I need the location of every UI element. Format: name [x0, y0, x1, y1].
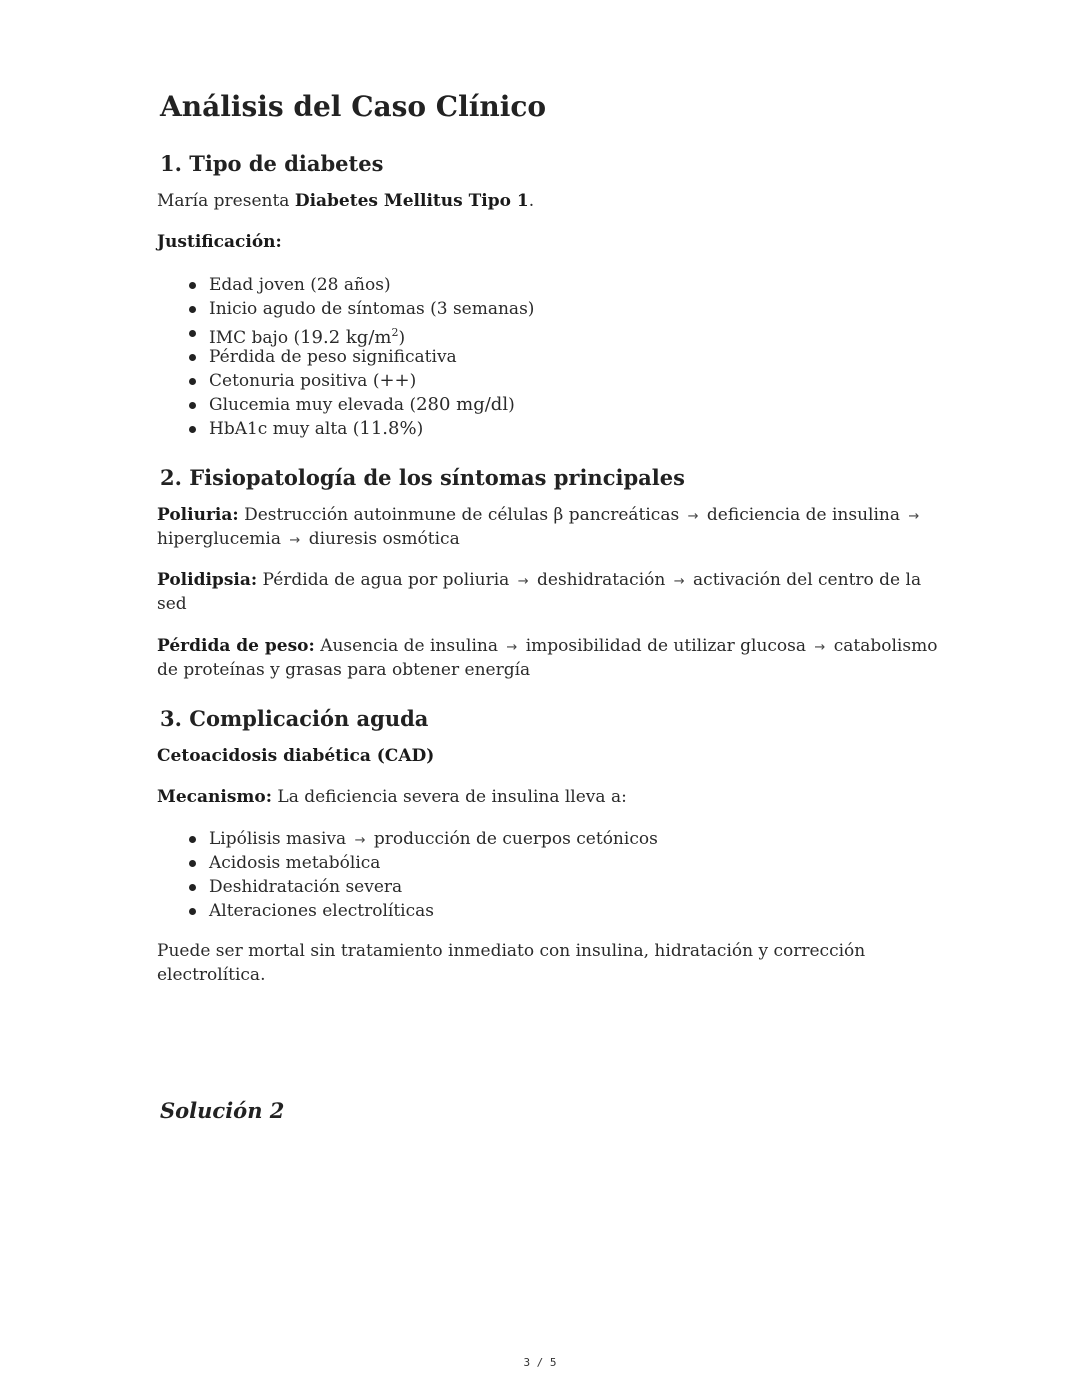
arrow-icon: →: [289, 533, 301, 548]
justification-label: [157, 232, 282, 252]
arrow-icon: →: [517, 574, 529, 589]
complication-name: [157, 746, 434, 766]
bullet-text: HbA1c muy alta (: [209, 419, 360, 439]
list-item: [157, 393, 534, 417]
bullet-close: ): [398, 328, 406, 348]
bullet-close: ): [416, 419, 424, 439]
poliuria-line-2: [157, 529, 460, 549]
diagnosis-suffix: .: [528, 191, 535, 211]
text-fragment: catabolismo: [833, 636, 938, 656]
section-heading-tipo-diabetes: 1. Tipo de diabetes: [160, 151, 384, 176]
poliuria-label: Poliuria:: [157, 505, 239, 525]
bullet-close: ): [409, 371, 417, 391]
arrow-icon: →: [506, 640, 518, 655]
bullet-text: IMC bajo (: [209, 328, 301, 348]
polidipsia-line-2: [157, 594, 187, 614]
text-fragment: sed: [157, 594, 187, 614]
list-item: Deshidratación severa: [157, 875, 658, 899]
list-item: Edad joven (28 años): [157, 273, 534, 297]
bmi-math: 19.2 kg/m: [300, 327, 392, 348]
poliuria-line-1: [157, 505, 922, 525]
list-item: Acidosis metabólica: [157, 851, 658, 875]
text-fragment: Pérdida de agua por poliuria: [262, 570, 510, 590]
page-indicator: 3 / 5: [523, 1356, 557, 1369]
list-item: [157, 827, 658, 851]
mechanism-text: La deficiencia severa de insulina lleva a:: [277, 787, 627, 807]
text-fragment: deficiencia de insulina: [706, 505, 901, 525]
solution-heading: Solución 2: [160, 1098, 285, 1123]
diagnosis-statement: [157, 191, 534, 211]
text-fragment: deshidratación: [537, 570, 666, 590]
list-item: Alteraciones electrolíticas: [157, 899, 658, 923]
list-item: Pérdida de peso significativa: [157, 345, 534, 369]
arrow-icon: →: [687, 509, 699, 524]
page-title: Análisis del Caso Clínico: [160, 90, 547, 123]
complication-name-text: Cetoacidosis diabética (CAD): [157, 746, 435, 766]
closing-line-2: electrolítica.: [157, 965, 266, 985]
text-fragment: hiperglucemia: [157, 529, 281, 549]
list-item: [157, 369, 534, 393]
polidipsia-line-1: [157, 570, 921, 590]
mechanism-line: [157, 787, 627, 807]
perdida-peso-label: Pérdida de peso:: [157, 636, 315, 656]
glucose-value: 280 mg/dl: [416, 394, 509, 415]
ketonuria-value: ++: [379, 370, 410, 391]
justification-list: [157, 273, 534, 441]
text-fragment: Destrucción autoinmune de células β pancreáticas: [244, 505, 680, 525]
text-fragment: de proteínas y grasas para obtener energía: [157, 660, 531, 680]
bmi-exponent: 2: [391, 326, 399, 339]
list-item: Inicio agudo de síntomas (3 semanas): [157, 297, 534, 321]
text-fragment: activación del centro de la: [693, 570, 922, 590]
justification-label-text: Justificación:: [157, 232, 282, 252]
section-heading-complicacion: 3. Complicación aguda: [160, 706, 429, 731]
diagnosis-prefix: María presenta: [157, 191, 295, 211]
bullet-text: Glucemia muy elevada (: [209, 395, 417, 415]
arrow-icon: →: [814, 640, 826, 655]
text-fragment: diuresis osmótica: [308, 529, 460, 549]
text-fragment: producción de cuerpos cetónicos: [373, 829, 658, 849]
perdida-line-2: [157, 660, 530, 680]
text-fragment: imposibilidad de utilizar glucosa: [525, 636, 807, 656]
text-fragment: Lipólisis masiva: [209, 829, 347, 849]
bullet-text: Cetonuria positiva (: [209, 371, 380, 391]
list-item: [157, 417, 534, 441]
closing-line-1: Puede ser mortal sin tratamiento inmediato con insulina, hidratación y corrección: [157, 941, 866, 961]
arrow-icon: →: [908, 509, 920, 524]
hba1c-value: 11.8%: [359, 418, 417, 439]
perdida-line-1: [157, 636, 937, 656]
text-fragment: Ausencia de insulina: [320, 636, 499, 656]
polidipsia-label: Polidipsia:: [157, 570, 258, 590]
arrow-icon: →: [354, 833, 366, 848]
bullet-close: ): [508, 395, 515, 415]
diagnosis-name: Diabetes Mellitus Tipo 1: [294, 191, 529, 211]
section-heading-fisiopatologia: 2. Fisiopatología de los síntomas principales: [160, 465, 685, 490]
list-item: [157, 321, 534, 348]
arrow-icon: →: [673, 574, 685, 589]
mechanism-list: [157, 827, 658, 923]
mechanism-label: Mecanismo:: [157, 787, 272, 807]
